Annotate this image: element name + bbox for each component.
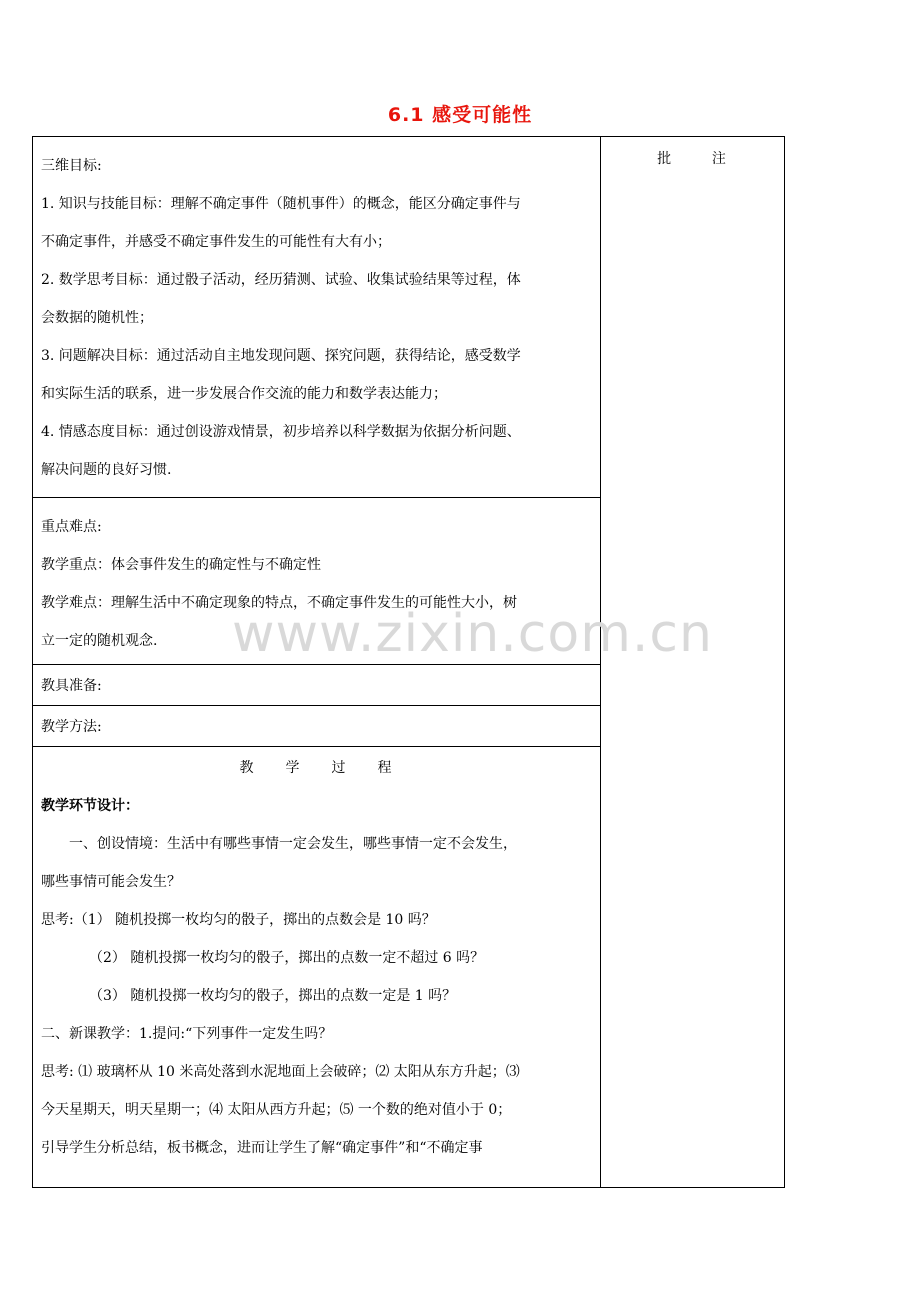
key-point-line: 教学难点：理解生活中不确定现象的特点，不确定事件发生的可能性大小，树 (41, 595, 517, 611)
methods-cell (33, 706, 601, 747)
design-label: 教学环节设计： (41, 798, 139, 814)
notes-heading: 批 注 (657, 151, 728, 167)
objective-line: 4. 情感态度目标：通过创设游戏情景，初步培养以科学数据为依据分析问题、 (41, 424, 521, 440)
new-lesson-line: 思考: ⑴ 玻璃杯从 10 米高处落到水泥地面上会破碎；⑵ 太阳从东方升起；⑶ (41, 1064, 520, 1080)
key-points-heading: 重点难点: (41, 519, 102, 535)
objective-line: 不确定事件，并感受不确定事件发生的可能性有大有小； (41, 234, 391, 250)
page-title: 6.1 感受可能性 (387, 104, 533, 126)
objective-line: 2. 数学思考目标：通过骰子活动，经历猜测、试验、收集试验结果等过程，体 (41, 272, 521, 288)
materials-cell (33, 665, 601, 706)
think-line: （3） 随机投掷一枚均匀的骰子，掷出的点数一定是 1 吗？ (89, 988, 457, 1004)
think-line: （2） 随机投掷一枚均匀的骰子，掷出的点数一定不超过 6 吗？ (89, 950, 485, 966)
new-lesson-line: 引导学生分析总结，板书概念，进而让学生了解“确定事件”和“不确定事 (41, 1140, 483, 1156)
intro-line: 哪些事情可能会发生？ (41, 874, 181, 890)
notes-column (601, 137, 785, 1188)
objective-line: 解决问题的良好习惯. (41, 462, 172, 478)
key-point-line: 教学重点：体会事件发生的确定性与不确定性 (41, 557, 321, 573)
materials-label: 教具准备: (41, 678, 102, 694)
key-point-line: 立一定的随机观念. (41, 633, 158, 649)
process-cell (33, 747, 601, 1188)
think-line: 思考:（1） 随机投掷一枚均匀的骰子，掷出的点数会是 10 吗？ (41, 912, 436, 928)
objective-line: 1. 知识与技能目标：理解不确定事件（随机事件）的概念，能区分确定事件与 (41, 196, 521, 212)
key-points-cell (33, 498, 601, 665)
objective-line: 会数据的随机性； (41, 310, 153, 326)
intro-line: 一、创设情境：生活中有哪些事情一定会发生，哪些事情一定不会发生， (69, 836, 517, 852)
objective-line: 和实际生活的联系，进一步发展合作交流的能力和数学表达能力； (41, 386, 447, 402)
objectives-heading: 三维目标: (41, 158, 102, 174)
objective-line: 3. 问题解决目标：通过活动自主地发现问题、探究问题，获得结论，感受数学 (41, 348, 521, 364)
methods-label: 教学方法: (41, 719, 102, 735)
watermark: www.zixin.com.cn (232, 604, 713, 664)
objectives-cell (33, 137, 601, 498)
process-heading: 教 学 过 程 (239, 760, 394, 776)
lesson-plan-table (32, 136, 785, 1188)
new-lesson-line: 今天星期天，明天星期一；⑷ 太阳从西方升起；⑸ 一个数的绝对值小于 0； (41, 1102, 512, 1118)
new-lesson-line: 二、新课教学：1.提问:“下列事件一定发生吗？ (41, 1026, 333, 1042)
